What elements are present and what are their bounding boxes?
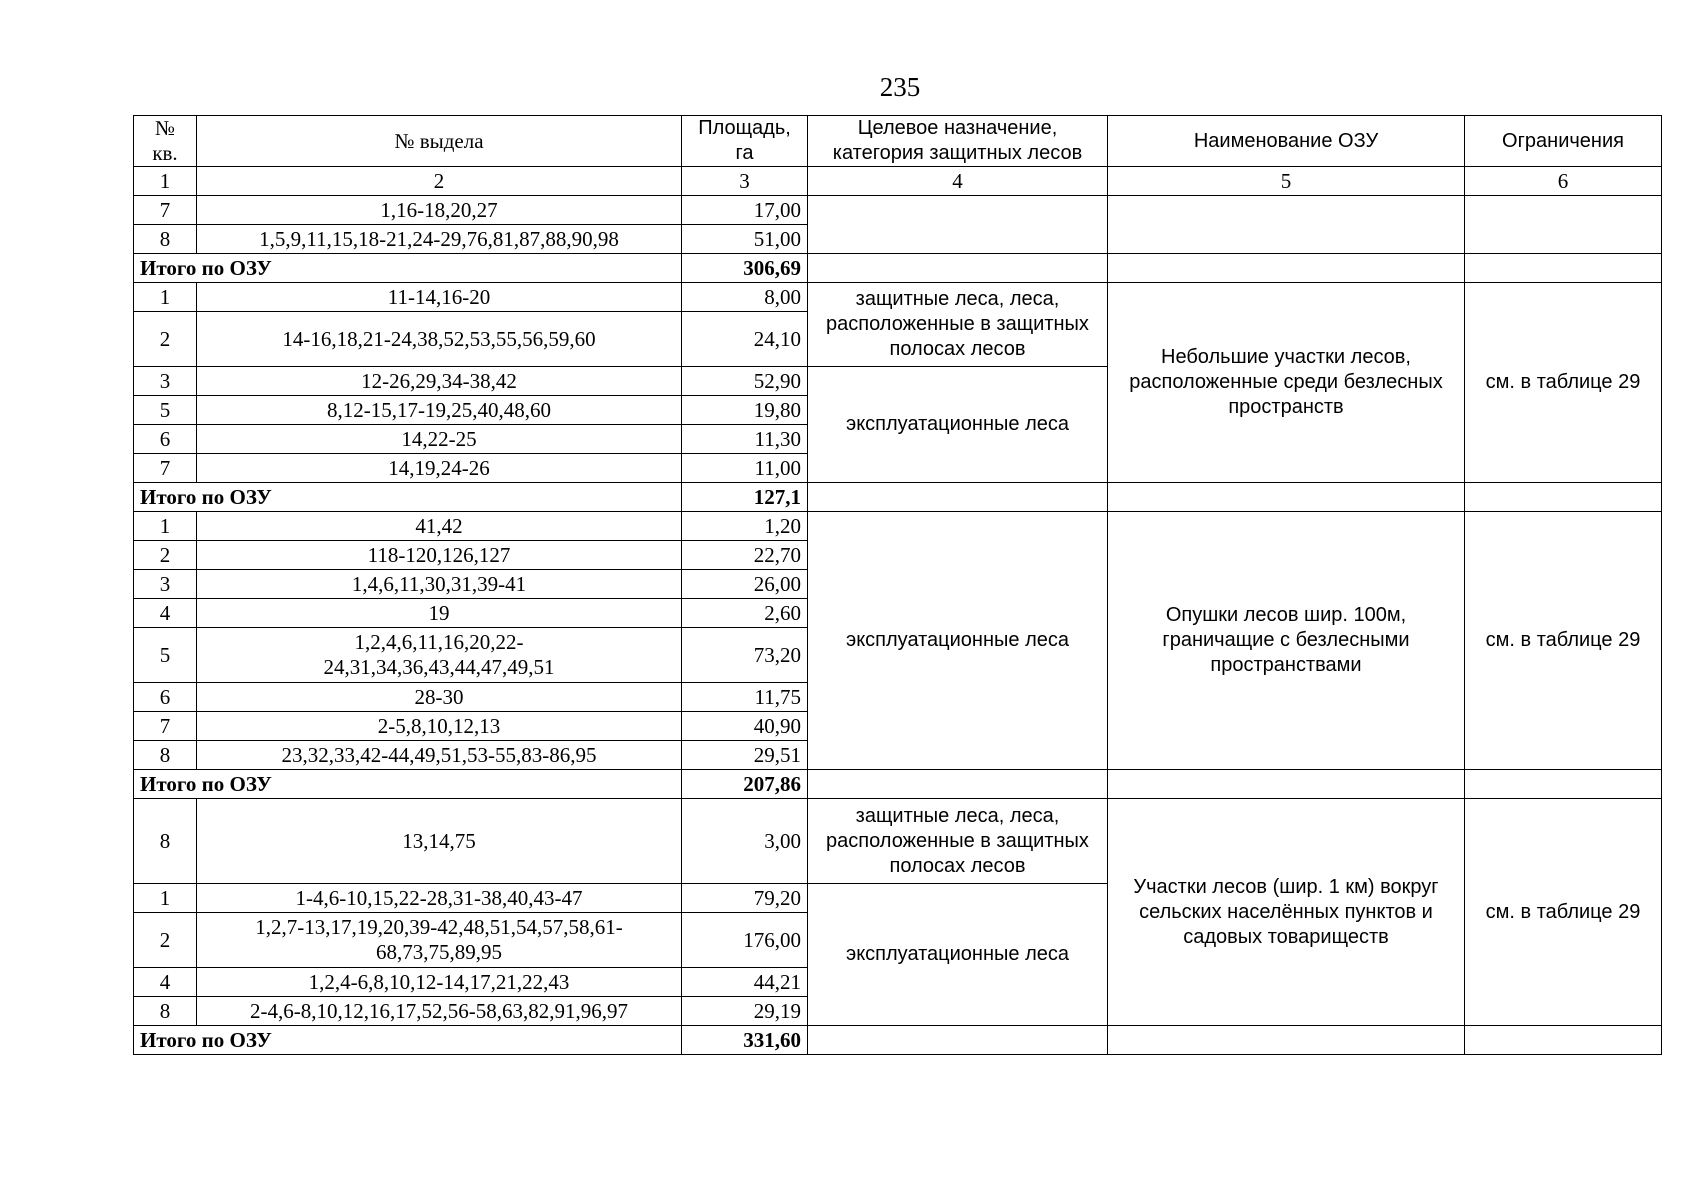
area-cell: 11,30	[682, 425, 808, 454]
kv-cell: 3	[134, 367, 197, 396]
vydel-cell: 14,22-25	[197, 425, 682, 454]
vydel-cell: 1,2,4,6,11,16,20,22-24,31,34,36,43,44,47,49,51	[197, 628, 682, 683]
column-number: 3	[682, 167, 808, 196]
area-cell: 11,75	[682, 683, 808, 712]
vydel-cell: 41,42	[197, 512, 682, 541]
purpose-cell: защитные леса, леса, расположенные в защитных полосах лесов	[808, 283, 1108, 367]
area-cell: 11,00	[682, 454, 808, 483]
vydel-cell: 1,16-18,20,27	[197, 196, 682, 225]
empty-cell	[1108, 254, 1465, 283]
empty-cell	[808, 770, 1108, 799]
vydel-cell: 13,14,75	[197, 799, 682, 884]
header-restrictions: Ограничения	[1465, 116, 1662, 167]
header-row	[134, 116, 1662, 167]
ozu-name-cell: Участки лесов (шир. 1 км) вокруг сельских населённых пунктов и садовых товариществ	[1108, 799, 1465, 1026]
purpose-cell: эксплуатационные леса	[808, 512, 1108, 770]
vydel-cell: 23,32,33,42-44,49,51,53-55,83-86,95	[197, 741, 682, 770]
ozu-table	[133, 115, 1662, 1055]
kv-cell: 7	[134, 196, 197, 225]
total-value: 127,1	[682, 483, 808, 512]
total-row	[134, 1026, 1662, 1055]
kv-cell: 4	[134, 968, 197, 997]
empty-cell	[1465, 770, 1662, 799]
empty-cell	[808, 254, 1108, 283]
empty-cell	[808, 483, 1108, 512]
kv-cell: 8	[134, 799, 197, 884]
kv-cell: 7	[134, 454, 197, 483]
header-vydel: № выдела	[197, 116, 682, 167]
area-cell: 79,20	[682, 884, 808, 913]
vydel-cell: 118-120,126,127	[197, 541, 682, 570]
kv-cell: 2	[134, 541, 197, 570]
total-value: 306,69	[682, 254, 808, 283]
restrictions-cell: см. в таблице 29	[1465, 799, 1662, 1026]
area-cell: 26,00	[682, 570, 808, 599]
area-cell: 29,19	[682, 997, 808, 1026]
header-kv: № кв.	[134, 116, 197, 167]
table-row	[134, 283, 1662, 312]
total-row	[134, 770, 1662, 799]
purpose-cell: эксплуатационные леса	[808, 884, 1108, 1026]
kv-cell: 6	[134, 425, 197, 454]
area-cell: 2,60	[682, 599, 808, 628]
kv-cell: 3	[134, 570, 197, 599]
kv-cell: 8	[134, 997, 197, 1026]
area-cell: 73,20	[682, 628, 808, 683]
vydel-cell: 1-4,6-10,15,22-28,31-38,40,43-47	[197, 884, 682, 913]
area-cell: 8,00	[682, 283, 808, 312]
column-number: 2	[197, 167, 682, 196]
area-cell: 52,90	[682, 367, 808, 396]
header-ozu-name: Наименование ОЗУ	[1108, 116, 1465, 167]
area-cell: 29,51	[682, 741, 808, 770]
vydel-cell: 19	[197, 599, 682, 628]
empty-cell	[808, 1026, 1108, 1055]
area-cell: 44,21	[682, 968, 808, 997]
kv-cell: 2	[134, 913, 197, 968]
kv-cell: 5	[134, 628, 197, 683]
vydel-cell: 14-16,18,21-24,38,52,53,55,56,59,60	[197, 312, 682, 367]
kv-cell: 7	[134, 712, 197, 741]
area-cell: 24,10	[682, 312, 808, 367]
area-cell: 51,00	[682, 225, 808, 254]
vydel-cell: 11-14,16-20	[197, 283, 682, 312]
column-number-row	[134, 167, 1662, 196]
column-number: 1	[134, 167, 197, 196]
total-label: Итого по ОЗУ	[134, 254, 682, 283]
vydel-cell: 1,4,6,11,30,31,39-41	[197, 570, 682, 599]
table-row	[134, 196, 1662, 225]
empty-cell	[1465, 1026, 1662, 1055]
vydel-cell: 14,19,24-26	[197, 454, 682, 483]
header-purpose: Целевое назначение, категория защитных лесов	[808, 116, 1108, 167]
total-label: Итого по ОЗУ	[134, 1026, 682, 1055]
vydel-cell: 8,12-15,17-19,25,40,48,60	[197, 396, 682, 425]
total-row	[134, 483, 1662, 512]
area-cell: 22,70	[682, 541, 808, 570]
empty-cell	[1108, 1026, 1465, 1055]
total-row	[134, 254, 1662, 283]
vydel-cell: 12-26,29,34-38,42	[197, 367, 682, 396]
total-value: 207,86	[682, 770, 808, 799]
purpose-cell	[808, 196, 1108, 254]
vydel-cell: 1,5,9,11,15,18-21,24-29,76,81,87,88,90,98	[197, 225, 682, 254]
header-area: Площадь, га	[682, 116, 808, 167]
kv-cell: 1	[134, 884, 197, 913]
restrictions-cell	[1465, 196, 1662, 254]
purpose-cell: защитные леса, леса, расположенные в защитных полосах лесов	[808, 799, 1108, 884]
area-cell: 40,90	[682, 712, 808, 741]
total-label: Итого по ОЗУ	[134, 483, 682, 512]
page-number: 235	[879, 72, 921, 102]
total-label: Итого по ОЗУ	[134, 770, 682, 799]
ozu-name-cell: Небольшие участки лесов, расположенные среди безлесных пространств	[1108, 283, 1465, 483]
restrictions-cell: см. в таблице 29	[1465, 512, 1662, 770]
area-cell: 19,80	[682, 396, 808, 425]
table-row	[134, 799, 1662, 884]
empty-cell	[1108, 483, 1465, 512]
table-row	[134, 512, 1662, 541]
area-cell: 176,00	[682, 913, 808, 968]
column-number: 4	[808, 167, 1108, 196]
vydel-cell: 2-4,6-8,10,12,16,17,52,56-58,63,82,91,96,97	[197, 997, 682, 1026]
area-cell: 17,00	[682, 196, 808, 225]
kv-cell: 8	[134, 225, 197, 254]
kv-cell: 2	[134, 312, 197, 367]
vydel-cell: 28-30	[197, 683, 682, 712]
kv-cell: 5	[134, 396, 197, 425]
ozu-name-cell: Опушки лесов шир. 100м, граничащие с безлесными пространствами	[1108, 512, 1465, 770]
kv-cell: 1	[134, 512, 197, 541]
area-cell: 3,00	[682, 799, 808, 884]
ozu-name-cell	[1108, 196, 1465, 254]
column-number: 5	[1108, 167, 1465, 196]
vydel-cell: 1,2,7-13,17,19,20,39-42,48,51,54,57,58,61-68,73,75,89,95	[197, 913, 682, 968]
empty-cell	[1465, 483, 1662, 512]
vydel-cell: 1,2,4-6,8,10,12-14,17,21,22,43	[197, 968, 682, 997]
kv-cell: 1	[134, 283, 197, 312]
purpose-cell: эксплуатационные леса	[808, 367, 1108, 483]
empty-cell	[1465, 254, 1662, 283]
kv-cell: 6	[134, 683, 197, 712]
empty-cell	[1108, 770, 1465, 799]
kv-cell: 4	[134, 599, 197, 628]
kv-cell: 8	[134, 741, 197, 770]
area-cell: 1,20	[682, 512, 808, 541]
total-value: 331,60	[682, 1026, 808, 1055]
vydel-cell: 2-5,8,10,12,13	[197, 712, 682, 741]
restrictions-cell: см. в таблице 29	[1465, 283, 1662, 483]
column-number: 6	[1465, 167, 1662, 196]
